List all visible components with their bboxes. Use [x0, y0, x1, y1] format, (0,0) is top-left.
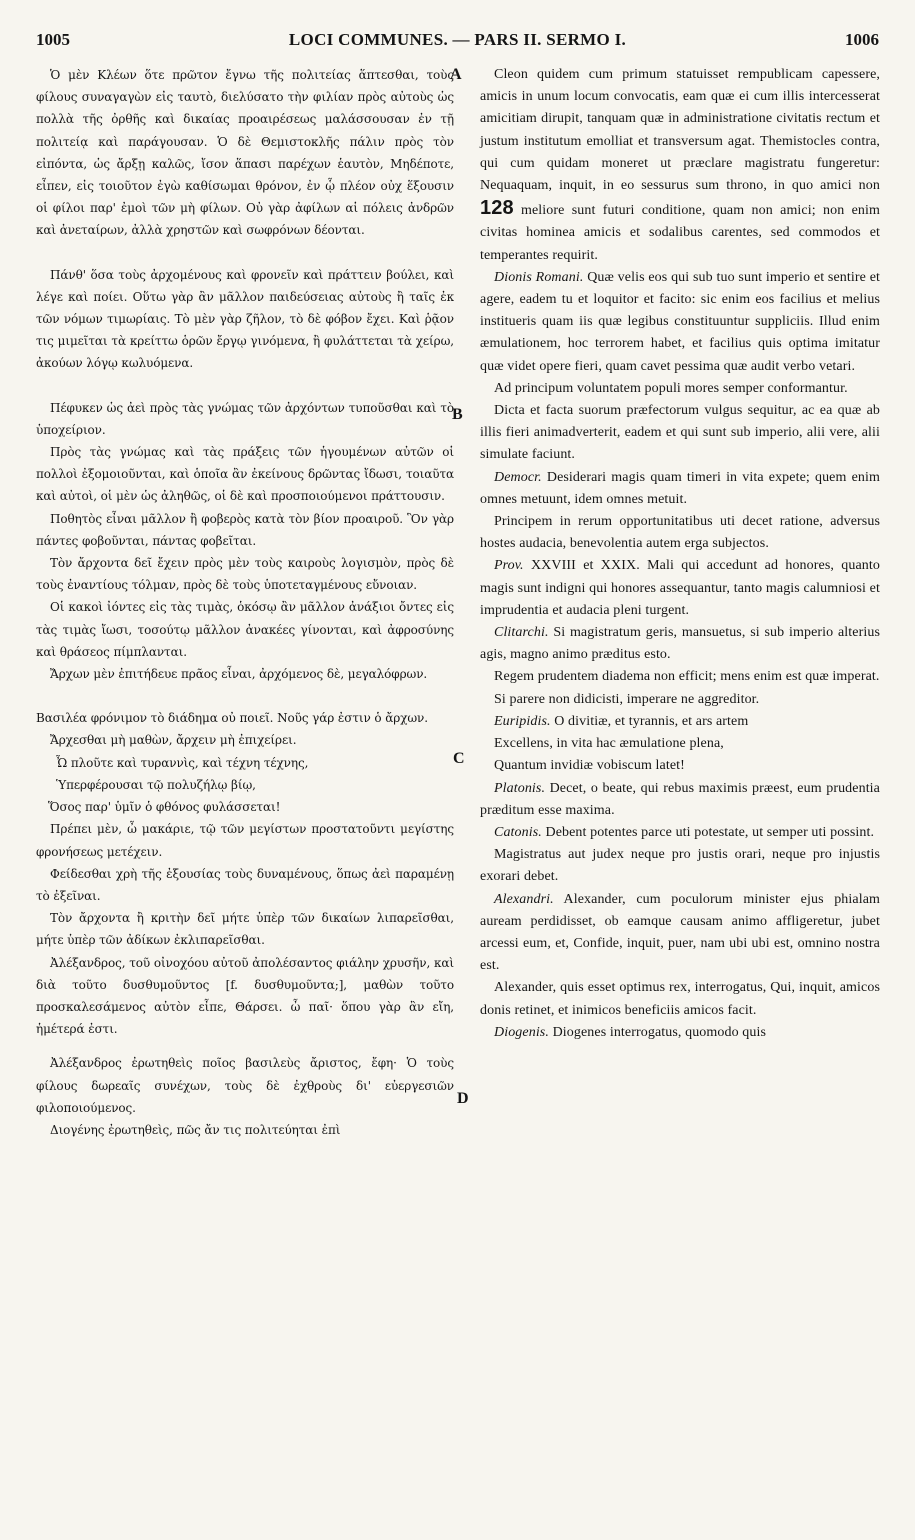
latin-text: O divitiæ, et tyrannis, et ars artem: [554, 713, 749, 729]
page-header: [36, 30, 879, 54]
greek-paragraph: Ἀλέξανδρος, τοῦ οἰνοχόου αὐτοῦ ἀπολέσαντος φιάλην χρυσῆν, καὶ διὰ τοῦτο δυσθυμοῦντος [f. δυσθυμοῦντα;], μαθὼν τοῦτο προσκαλεσάμενος αὐτὸν εἶπε, Θάρσει. ὦ παῖ· ὅπου γὰρ ἂν εἴη, ἡμέτερά ἐστι.: [36, 955, 454, 1037]
latin-paragraph: [480, 622, 880, 666]
latin-text: meliore sunt futuri conditione, quam non amici; non enim civitas hominea amicis et sodalibus carentes, sed commodos et temperantes requirit.: [480, 203, 880, 263]
greek-paragraph: Πάνθ' ὅσα τοὺς ἀρχομένους καὶ φρονεῖν καὶ πράττειν βούλει, καὶ λέγε καὶ ποίει. Οὕτω γὰρ ἂν μᾶλλον παιδεύσειας αὐτοὺς ἢ ταῖς ἐκ τῶν νόμων τιμωρίαις. Τὸ μὲν γὰρ ζῆλον, τὸ δὲ φόβον ἔχει. Καὶ ῥᾷον τις μιμεῖται τὰ κρείττω ὁρῶν ἔργῳ γινόμενα, ἢ φυλάττεται τὰ χείρω, ἀκούων λόγῳ κωλυόμενα.: [36, 267, 454, 371]
source-label: Clitarchi.: [494, 625, 549, 641]
latin-text: Quæ velis eos qui sub tuo sunt imperio et sentire et agere, eadem tu et loquitor et facito: sic enim eos facilius et melius institueris quam iis quæ legibus constituuntur suppliciis. Illud enim æmulationem, hoc terrorem habet, et facilius quis optima imitatur quæ videt opere fieri, quam cavet pessima quæ audit verbo vetari.: [480, 269, 880, 374]
greek-verse-line: Ὑπερφέρουσαι τῷ πολυζήλῳ βίῳ,: [56, 777, 256, 792]
latin-paragraph: Principem in rerum opportunitatibus uti decet ratione, adversus hostes audacia, benevolentia autem erga subjectos.: [480, 514, 880, 552]
running-title: LOCI COMMUNES. — PARS II. SERMO I.: [288, 30, 627, 49]
latin-text: Alexander, cum poculorum minister ejus phialam auream perdidisset, ob eamque causam animo affligeretur, jubet arcessi eum, et, Confide, inquit, puer, nam ubi ubi est, omnino nostra est.: [480, 891, 880, 974]
greek-paragraph: Ἄρχεσθαι μὴ μαθὼν, ἄρχειν μὴ ἐπιχείρει.: [50, 733, 297, 748]
latin-paragraph: [480, 555, 880, 622]
greek-verse-line: Ὦ πλοῦτε καὶ τυραννὶς, καὶ τέχνη τέχνης,: [56, 755, 309, 770]
latin-paragraph: [480, 778, 880, 822]
section-marker-c: C: [453, 750, 465, 767]
latin-text: Cleon quidem cum primum statuisset rempublicam capessere, amicis in unum locum convocatis, eam quæ ei cum illis intercesserat amicitiam dirupit, tanquam quæ in administratione civitatis rectum et justum institutum emolliat et transversum agat. Themistocles contra, qui cum quidam moneret ut præclare magistratu fungeretur: Nequaquam, inquit, in eo sessurus sum throno, in quo amici non: [480, 67, 880, 194]
greek-paragraph: Πέφυκεν ὡς ἀεὶ πρὸς τὰς γνώμας τῶν ἀρχόντων τυποῦσθαι καὶ τὸ ὑποχείριον.: [36, 400, 454, 437]
latin-paragraph: [480, 267, 880, 378]
greek-paragraph: Ἀλέξανδρος ἐρωτηθεὶς ποῖος βασιλεὺς ἄριστος, ἔφη· Ὁ τοὺς φίλους δωρεαῖς συνέχων, τοὺς δὲ ἐχθροὺς δι' εὐεργεσιῶν φιλοποιούμενος.: [36, 1056, 454, 1115]
page-number-right: 1006: [845, 30, 879, 49]
latin-text: Decet, o beate, qui rebus maximis præest, eum prudentia præditum esse maxima.: [480, 780, 880, 818]
source-label: Diogenis.: [494, 1024, 549, 1040]
section-marker-a: A: [450, 66, 462, 83]
section-marker-d: D: [457, 1090, 469, 1107]
latin-paragraph: [480, 822, 880, 844]
greek-paragraph: Τὸν ἄρχοντα δεῖ ἔχειν πρὸς μὲν τοὺς καιροὺς λογισμὸν, πρὸς δὲ τοὺς ἐναντίους τόλμαν, πρὸς δὲ τοὺς ὑποτεταγμένους εὔνοιαν.: [36, 556, 454, 593]
latin-verse-line: Excellens, in vita hac æmulatione plena,: [494, 736, 724, 752]
greek-column: [36, 64, 454, 1141]
source-label: Alexandri.: [494, 891, 554, 907]
latin-paragraph: Magistratus aut judex neque pro justis orari, neque pro injustis exorari debet.: [480, 847, 880, 885]
latin-text: Si magistratum geris, mansuetus, si sub imperio alterius agis, magno animo præditus esto.: [480, 625, 880, 663]
latin-column: [480, 64, 880, 1044]
section-number: 128: [480, 197, 514, 220]
source-label: Prov.: [494, 558, 524, 574]
greek-paragraph: Ὁ μὲν Κλέων ὅτε πρῶτον ἔγνω τῆς πολιτείας ἅπτεσθαι, τοὺς φίλους συναγαγὼν εἰς ταυτὸ, διελύσατο τὴν φιλίαν πρὸς αὐτοὺς ὡς πολλὰ τῆς ὀρθῆς καὶ δικαίας προαιρέσεως μαλάσσουσαν ἐν τῇ πολιτείᾳ καὶ παράγουσαν. Ὁ δὲ Θεμιστοκλῆς πάλιν πρὸς τὸν εἰπόντα, ὡς ἄρξῃ καλῶς, ἴσον ἅπασι παρέχων ἑαυτὸν, Μηδέποτε, εἶπεν, εἰς τοιοῦτον ἐγὼ καθίσωμαι θρόνον, ἐν ᾧ πλέον οὐχ ἕξουσιν οἱ φίλοι παρ' ἐμοὶ τῶν μὴ φίλων. Οὐ γὰρ ἀφίλων αἱ πόλεις ἀνδρῶν καὶ ἀνεταίρων, ἀλλὰ χρηστῶν καὶ σωφρόνων δέονται.: [36, 68, 454, 238]
latin-paragraph: Dicta et facta suorum præfectorum vulgus sequitur, ac ea quæ ab illis fieri animadverterit, eadem et qui sunt sub imperio, alii vere, alii simulate faciunt.: [480, 403, 880, 463]
latin-verse-line: [480, 711, 880, 733]
latin-paragraph: [480, 467, 880, 511]
latin-text: Diogenes interrogatus, quomodo quis: [552, 1024, 767, 1040]
latin-verse-line: Quantum invidiæ vobiscum latet!: [494, 758, 685, 774]
section-marker-b: B: [452, 406, 463, 423]
latin-paragraph: Ad principum voluntatem populi mores semper conformantur.: [494, 380, 848, 396]
source-label: Platonis.: [494, 780, 546, 796]
greek-paragraph: Διογένης ἐρωτηθεὶς, πῶς ἄν τις πολιτεύηται ἐπὶ: [50, 1122, 341, 1137]
greek-paragraph: Ποθητὸς εἶναι μᾶλλον ἢ φοβερὸς κατὰ τὸν βίον προαιροῦ. Ὃν γὰρ πάντες φοβοῦνται, πάντας φοβεῖται.: [36, 511, 454, 548]
source-reference: XXVIII et XXIX.: [530, 558, 640, 574]
greek-paragraph: Βασιλέα φρόνιμον τὸ διάδημα οὐ ποιεῖ. Νοῦς γάρ ἐστιν ὁ ἄρχων.: [36, 711, 428, 726]
latin-text: Debent potentes parce uti potestate, ut semper uti possint.: [545, 824, 875, 840]
latin-text: Mali qui accedunt ad honores, quanto magis sunt indigni qui honores assequantur, tanto magis calumniosi et imprudentia et audacia pleni turgent.: [480, 558, 880, 618]
latin-paragraph: [480, 1022, 880, 1044]
latin-paragraph: [480, 64, 880, 267]
source-label: Euripidis.: [494, 713, 551, 729]
page-number-left: 1005: [36, 30, 70, 49]
greek-paragraph: Οἱ κακοὶ ἰόντες εἰς τὰς τιμὰς, ὁκόσῳ ἂν μᾶλλον ἀνάξιοι ὄντες εἰς τὰς τιμὰς ἴωσι, τοσούτῳ μᾶλλον ἀνακέες γίνονται, καὶ ἀφροσύνης καὶ θράσεος πίμπλανται.: [36, 600, 454, 659]
greek-paragraph: Ἄρχων μὲν ἐπιτήδευε πρᾶος εἶναι, ἀρχόμενος δὲ, μεγαλόφρων.: [50, 667, 428, 682]
greek-paragraph: Πρὸς τὰς γνώμας καὶ τὰς πράξεις τῶν ἡγουμένων αὐτῶν οἱ πολλοὶ ἐξομοιοῦνται, καὶ ὁποῖα ἂν ἐκείνους δρῶντας ἴδωσι, τοιαῦτα καὶ αὐτοὶ, οἱ μὲν ὡς ἀληθῶς, οἱ δὲ καὶ προσποιούμενοι πράττουσιν.: [36, 445, 454, 504]
greek-paragraph: Φείδεσθαι χρὴ τῆς ἐξουσίας τοὺς δυναμένους, ὅπως ἀεὶ παραμένῃ τὸ ἐξεῖναι.: [36, 866, 454, 903]
latin-paragraph: Si parere non didicisti, imperare ne aggreditor.: [494, 691, 760, 707]
latin-paragraph: Alexander, quis esset optimus rex, interrogatus, Qui, inquit, amicos donis retinet, et inimicos beneficiis amicos facit.: [480, 980, 880, 1018]
greek-paragraph: Πρέπει μὲν, ὦ μακάριε, τῷ τῶν μεγίστων προστατοῦντι μεγίστης φρονήσεως μετέχειν.: [36, 822, 454, 859]
greek-verse-line: Ὅσος παρ' ὑμῖν ὁ φθόνος φυλάσσεται!: [48, 800, 281, 815]
greek-paragraph: Τὸν ἄρχοντα ἢ κριτὴν δεῖ μήτε ὑπὲρ τῶν δικαίων λιπαρεῖσθαι, μήτε ὑπὲρ τῶν ἀδίκων ἐκλιπαρεῖσθαι.: [36, 911, 454, 948]
latin-paragraph: Regem prudentem diadema non efficit; mens enim est quæ imperat.: [494, 669, 880, 685]
source-label: Catonis.: [494, 824, 542, 840]
source-label: Dionis Romani.: [494, 269, 584, 285]
latin-paragraph: [480, 889, 880, 978]
source-label: Democr.: [494, 469, 542, 485]
latin-text: Desiderari magis quam timeri in vita expete; quem enim omnes metuunt, idem omnes metuit.: [480, 469, 880, 507]
